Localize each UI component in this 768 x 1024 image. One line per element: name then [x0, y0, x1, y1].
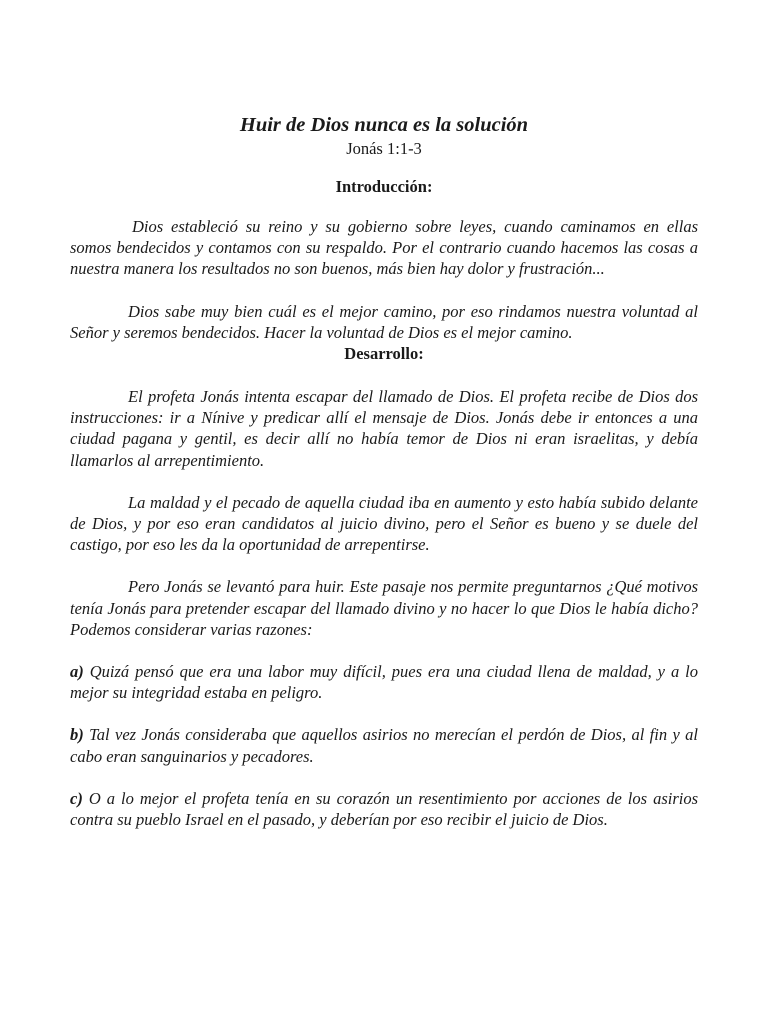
reason-c-text: O a lo mejor el profeta tenía en su corazón un resentimiento por acciones de los asirios contra su pueblo Israel en el pasado, y deberían por eso recibir el juicio de Dios. — [70, 788, 698, 830]
document-page — [70, 112, 698, 830]
reason-b — [70, 724, 698, 766]
intro-paragraph-1: Dios estableció su reino y su gobierno sobre leyes, cuando caminamos en ellas somos bendecidos y contamos con su respaldo. Por el contrario cuando hacemos las cosas a nuestra manera los resultados no son buenos, más bien hay dolor y frustración... — [70, 217, 698, 279]
intro-heading: Introducción: — [335, 177, 433, 196]
reason-b-text: Tal vez Jonás consideraba que aquellos asirios no merecían el perdón de Dios, al fin y al cabo eran sanguinarios y pecadores. — [70, 725, 698, 766]
scripture-reference: Jonás 1:1-3 — [346, 139, 422, 158]
document-title: Huir de Dios nunca es la solución — [239, 114, 529, 136]
reason-c — [70, 788, 698, 830]
reason-a — [70, 661, 698, 703]
reason-a-marker: a) — [70, 662, 84, 682]
intro-paragraph-2: Dios sabe muy bien cuál es el mejor camino, por eso rindamos nuestra voluntad al Señor y seremos bendecidos. Hacer la voluntad de Dios es el mejor camino. — [70, 301, 698, 342]
development-paragraph-3: Pero Jonás se levantó para huir. Este pasaje nos permite preguntarnos ¿Qué motivos tenía Jonás para pretender escapar del llamado divino y no hacer lo que Dios le había dicho? Podemos considerar varias razones: — [70, 577, 698, 639]
development-paragraph-2: La maldad y el pecado de aquella ciudad iba en aumento y esto había subido delante de Dios, y por eso eran candidatos al juicio divino, pero el Señor es bueno y se duele del castigo, por eso les da la oportunidad de arrepentirse. — [70, 492, 698, 555]
reason-b-marker: b) — [70, 725, 84, 745]
reason-c-marker: c) — [70, 788, 83, 808]
development-heading: Desarrollo: — [344, 344, 424, 364]
development-paragraph-1: El profeta Jonás intenta escapar del llamado de Dios. El profeta recibe de Dios dos instrucciones: ir a Nínive y predicar allí el mensaje de Dios. Jonás debe ir entonces a una ciudad pagana y gentil, es decir allí no había temor de Dios ni eran israelitas, y debía llamarlos al arrepentimiento. — [70, 387, 698, 470]
reason-a-text: Quizá pensó que era una labor muy difícil, pues era una ciudad llena de maldad, y a lo mejor su integridad estaba en peligro. — [70, 662, 698, 703]
